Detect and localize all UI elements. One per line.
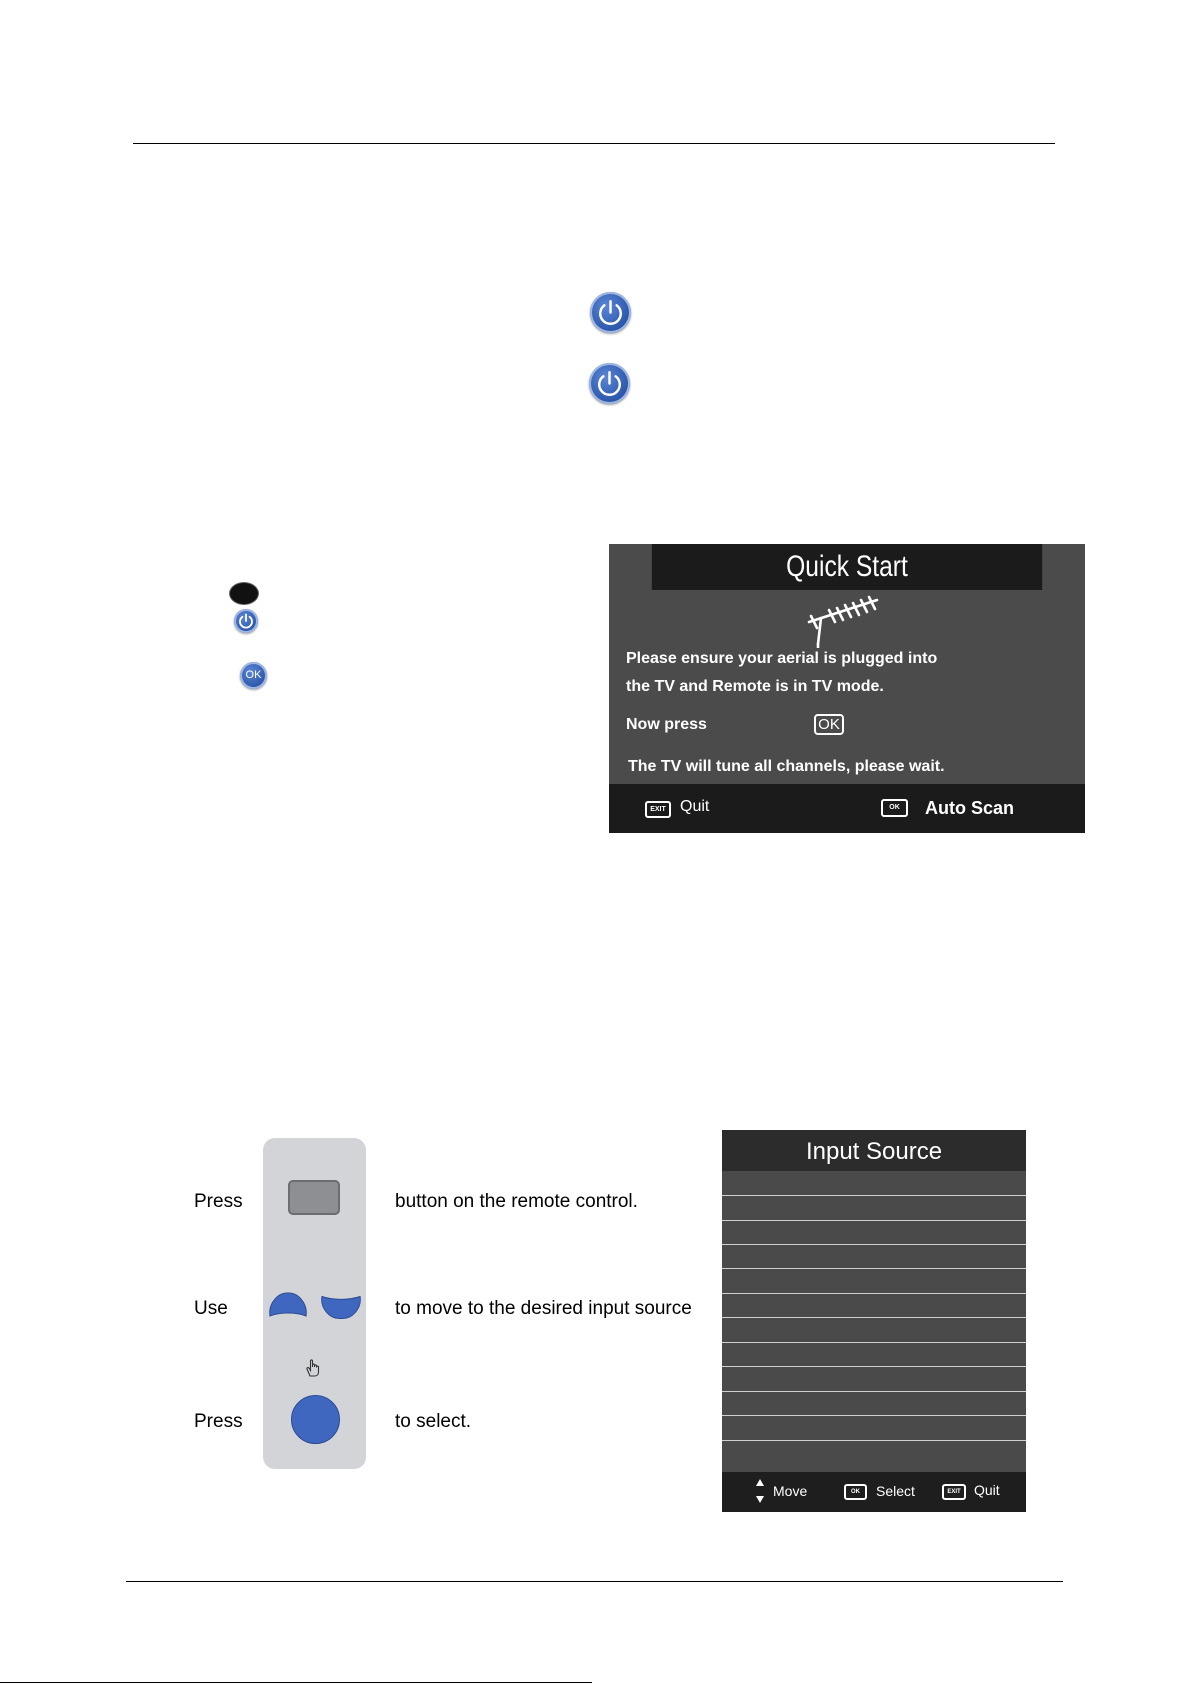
list-separator <box>722 1195 1026 1196</box>
quick-start-line-2: the TV and Remote is in TV mode. <box>626 678 884 695</box>
list-separator <box>722 1317 1026 1318</box>
bottom-edge-rule <box>0 1682 592 1683</box>
arrow-down-button-icon <box>320 1292 362 1322</box>
step-use-label: Use <box>194 1298 228 1319</box>
quick-start-title: Quick Start <box>652 544 1042 590</box>
black-button-icon <box>229 582 259 605</box>
arrow-up-button-icon <box>266 1290 310 1320</box>
step-select-instruction: to select. <box>395 1411 472 1432</box>
quick-start-footer <box>609 784 1085 833</box>
ok-button-icon <box>240 662 267 689</box>
power-icon-glyph <box>234 609 258 633</box>
list-separator <box>722 1342 1026 1343</box>
aerial-icon <box>805 592 885 648</box>
list-separator <box>722 1268 1026 1269</box>
quit-label: Quit <box>974 1482 1000 1498</box>
select-label: Select <box>876 1483 915 1499</box>
list-separator <box>722 1244 1026 1245</box>
hand-pointer-icon <box>302 1356 326 1380</box>
power-icon-glyph <box>589 363 630 404</box>
list-separator <box>722 1440 1026 1441</box>
input-source-title: Input Source <box>722 1130 1026 1171</box>
quick-start-panel <box>609 544 1085 833</box>
ok-key-icon: OK <box>814 714 844 735</box>
step-press-label: Press <box>194 1191 243 1212</box>
now-press-label: Now press <box>626 716 707 733</box>
auto-scan-label: Auto Scan <box>925 798 1015 818</box>
source-button-icon <box>288 1180 340 1215</box>
ok-key-icon: OK <box>881 799 908 817</box>
header-rule <box>133 143 1055 144</box>
list-separator <box>722 1220 1026 1221</box>
up-down-arrows-icon <box>755 1478 765 1504</box>
ok-circle-button-icon <box>291 1395 340 1444</box>
ok-button-icon-label: OK <box>245 669 262 681</box>
quit-label: Quit <box>680 798 710 815</box>
quick-start-line-1: Please ensure your aerial is plugged into <box>626 650 938 667</box>
ok-key-icon: OK <box>844 1484 867 1500</box>
move-label: Move <box>773 1483 808 1499</box>
input-source-footer <box>722 1472 1026 1512</box>
list-separator <box>722 1391 1026 1392</box>
power-icon <box>590 292 631 333</box>
step-press-instruction: button on the remote control. <box>395 1191 638 1212</box>
list-separator <box>722 1293 1026 1294</box>
quick-start-line-3: The TV will tune all channels, please wait. <box>628 758 945 775</box>
exit-key-icon: EXIT <box>942 1484 966 1500</box>
power-icon-glyph <box>590 292 631 333</box>
power-icon-small <box>234 609 258 633</box>
footer-rule <box>126 1581 1063 1582</box>
step-select-label: Press <box>194 1411 243 1432</box>
list-separator <box>722 1415 1026 1416</box>
list-separator <box>722 1366 1026 1367</box>
step-use-instruction: to move to the desired input source <box>395 1298 692 1319</box>
input-source-panel <box>722 1130 1026 1512</box>
exit-key-icon: EXIT <box>645 801 671 818</box>
power-icon <box>589 363 630 404</box>
